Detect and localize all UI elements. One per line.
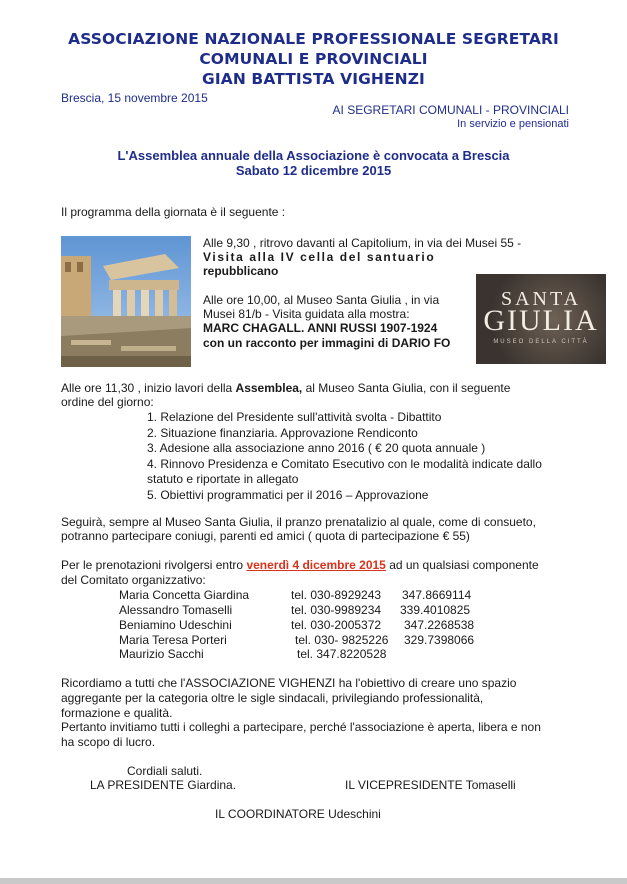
agenda-item: 1. Relazione del Presidente sull'attività svolta - Dibattito [147, 410, 442, 424]
lunch-line1: Seguirà, sempre al Museo Santa Giulia, il pranzo prenatalizio al quale, come di consueto, [61, 515, 536, 529]
coordinator-signature: IL COORDINATORE Udeschini [215, 807, 381, 821]
lunch-line2: potranno partecipare coniugi, parenti ed amici ( quota di partecipazione € 55) [61, 529, 470, 543]
contact-name: Alessandro Tomaselli [119, 603, 233, 617]
contact-tel: tel. 030-2005372 [291, 618, 382, 632]
assembly-bold: Assemblea, [235, 381, 303, 395]
visit2-line2: Musei 81/b - Visita guidata alla mostra: [203, 307, 410, 321]
greeting: Cordiali saluti. [127, 764, 203, 778]
contact-name: Maria Teresa Porteri [119, 633, 227, 647]
capitolium-photo [61, 236, 191, 367]
org-name-line3: GIAN BATTISTA VIGHENZI [202, 70, 425, 88]
org-name-line1: ASSOCIAZIONE NAZIONALE PROFESSIONALE SEGRETARI [68, 30, 559, 48]
date-place: Brescia, 15 novembre 2015 [61, 91, 208, 105]
contact-mobile: 329.7398066 [404, 633, 475, 647]
contact-tel: tel. 030-8929243 [291, 588, 382, 602]
logo-word-santa: SANTA [500, 288, 582, 310]
visit1-bold-line1: Visita alla IV cella del santuario [203, 250, 436, 264]
visit2-line1: Alle ore 10,00, al Museo Santa Giulia , in via [203, 293, 440, 307]
vicepresident-signature: IL VICEPRESIDENTE Tomaselli [345, 778, 516, 792]
closing-line4: Pertanto invitiamo tutti i colleghi a partecipare, perché l'associazione è aperta, libera e non [61, 720, 541, 734]
santa-giulia-logo [476, 274, 606, 364]
booking-line1 [61, 558, 539, 573]
visit2-bold-line1: MARC CHAGALL. ANNI RUSSI 1907-1924 [203, 321, 438, 335]
agenda-item: 3. Adesione alla associazione anno 2016 ( € 20 quota annuale ) [147, 441, 486, 455]
contact-name: Maria Concetta Giardina [119, 588, 250, 602]
booking-text-b: ad un qualsiasi componente [385, 558, 539, 572]
contact-name: Maurizio Sacchi [119, 647, 204, 661]
closing-line5: ha scopo di lucro. [61, 735, 156, 749]
closing-line2: aggregante per la categoria oltre le sigle sindacali, privilegiando professionalità, [61, 691, 484, 705]
contact-tel: tel. 030- 9825226 [295, 633, 389, 647]
program-intro: Il programma della giornata è il seguente : [61, 205, 286, 219]
agenda-item: statuto e riportate in allegato [147, 472, 299, 486]
agenda-item: 2. Situazione finanziaria. Approvazione Rendiconto [147, 425, 418, 440]
agenda-item: 4. Rinnovo Presidenza e Comitato Esecutivo con le modalità indicate dallo [147, 456, 542, 471]
visit2-bold-line2: con un racconto per immagini di DARIO FO [203, 336, 451, 350]
logo-word-giulia: GIULIA [483, 304, 599, 337]
booking-deadline: venerdì 4 dicembre 2015 [246, 558, 386, 572]
president-signature: LA PRESIDENTE Giardina. [90, 778, 237, 792]
title-line1: L'Assemblea annuale della Associazione è convocata a Brescia [117, 148, 510, 163]
visit1-bold-line2: repubblicano [203, 264, 279, 278]
assembly-text-b: al Museo Santa Giulia, con il seguente [302, 381, 511, 395]
closing-line1: Ricordiamo a tutti che l'ASSOCIAZIONE VIGHENZI ha l'obiettivo di creare uno spazio [61, 676, 517, 690]
booking-text-a: Per le prenotazioni rivolgersi entro [61, 558, 247, 572]
contact-mobile: 347.2268538 [404, 618, 475, 632]
contact-tel: tel. 347.8220528 [297, 647, 387, 661]
title-line2: Sabato 12 dicembre 2015 [235, 163, 392, 178]
addressee-line2: In servizio e pensionati [457, 118, 569, 130]
org-name-line2: COMUNALI E PROVINCIALI [199, 50, 428, 68]
closing-line3: formazione e qualità. [61, 706, 173, 720]
assembly-line2: ordine del giorno: [61, 395, 154, 409]
logo-subtitle: MUSEO DELLA CITTÀ [493, 339, 589, 345]
contact-mobile: 339.4010825 [400, 603, 471, 617]
bottom-divider [0, 878, 627, 884]
agenda-list [147, 410, 542, 503]
contact-name: Beniamino Udeschini [119, 618, 232, 632]
assembly-text-a: Alle ore 11,30 , inizio lavori della [61, 381, 236, 395]
addressee-line1: AI SEGRETARI COMUNALI - PROVINCIALI [332, 103, 569, 117]
visit1-text: Alle 9,30 , ritrovo davanti al Capitolium, in via dei Musei 55 - [203, 236, 522, 250]
contact-tel: tel. 030-9989234 [291, 603, 382, 617]
agenda-item: 5. Obiettivi programmatici per il 2016 – Approvazione [147, 487, 429, 502]
assembly-line1 [61, 381, 510, 396]
booking-line2: del Comitato organizzativo: [61, 573, 206, 587]
contact-mobile: 347.8669114 [402, 588, 472, 602]
